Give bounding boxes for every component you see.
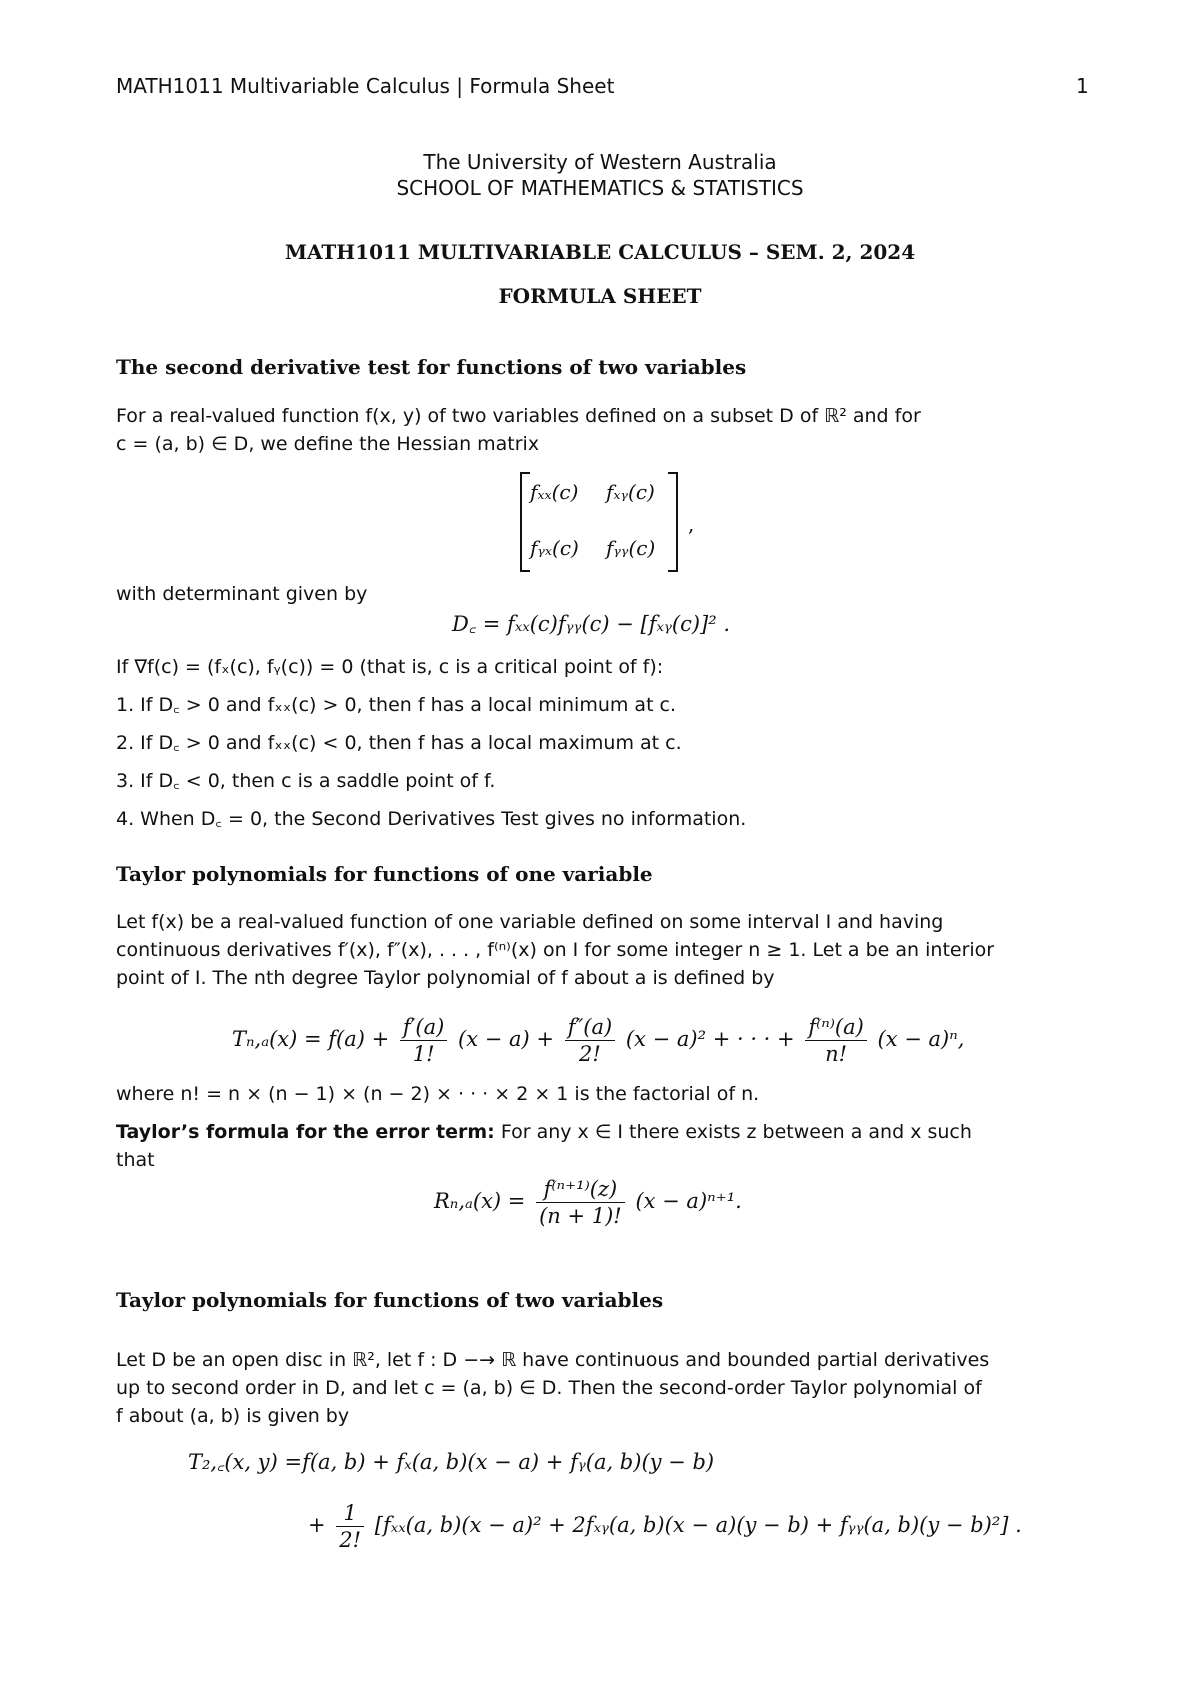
fraction-denominator: 2! [579, 1042, 601, 1066]
taylor-term: (x − a)ⁿ, [877, 1027, 965, 1051]
remainder-lhs: Rₙ,ₐ(x) = [434, 1189, 526, 1213]
taylor-term: (x − a) + [458, 1027, 554, 1051]
sec3-intro [116, 1346, 1096, 1430]
matrix-right-bracket [668, 472, 678, 572]
error-term-text: For any x ∈ I there exists z between a and x such [494, 1121, 972, 1143]
fraction-denominator: 1! [412, 1042, 435, 1066]
fraction-denominator: 2! [339, 1528, 362, 1552]
matrix-cell: fₓᵧ(c) [606, 480, 655, 504]
critical-point-condition: If ∇f(c) = (fₓ(c), fᵧ(c)) = 0 (that is, c is a critical point of f): [116, 656, 664, 678]
second-order-terms: [fₓₓ(a, b)(x − a)² + 2fₓᵧ(a, b)(x − a)(y − b) + fᵧᵧ(a, b)(y − b)²] . [374, 1513, 1022, 1537]
fraction-numerator: f′(a) [400, 1014, 447, 1041]
sec3-intro-line: Let D be an open disc in ℝ², let f : D −→ ℝ have continuous and bounded partial derivatives [116, 1349, 990, 1371]
determinant-formula: D꜀ = fₓₓ(c)fᵧᵧ(c) − [fₓᵧ(c)]² . [452, 612, 730, 636]
fraction-numerator: f⁽ⁿ⁺¹⁾(z) [536, 1176, 625, 1203]
sec2-intro-line: point of I. The nth degree Taylor polynomial of f about a is defined by [116, 967, 775, 989]
course-title: MATH1011 MULTIVARIABLE CALCULUS – SEM. 2, 2024 [284, 240, 916, 264]
remainder-fraction [536, 1176, 625, 1229]
section-heading-taylor-one-variable: Taylor polynomials for functions of one variable [116, 862, 653, 886]
sec2-intro-line: continuous derivatives f′(x), f″(x), . . . , f⁽ⁿ⁾(x) on I for some integer n ≥ 1. Let a be an interior [116, 939, 995, 961]
two-var-taylor-line-2 [308, 1496, 1022, 1554]
fraction-denominator: n! [825, 1042, 848, 1066]
fraction-numerator: f″(a) [565, 1014, 616, 1041]
fraction-denominator: (n + 1)! [539, 1204, 622, 1228]
section-heading-second-derivative: The second derivative test for functions of two variables [116, 355, 747, 379]
sec2-intro-line: Let f(x) be a real-valued function of one variable defined on some interval I and having [116, 911, 944, 933]
error-term-label: Taylor’s formula for the error term: [116, 1121, 495, 1143]
fraction-term-n [805, 1014, 867, 1067]
test-item: 2. If D꜀ > 0 and fₓₓ(c) < 0, then f has a local maximum at c. [116, 732, 682, 754]
test-item: 4. When D꜀ = 0, the Second Derivatives Test gives no information. [116, 808, 747, 830]
page-number: 1 [1076, 74, 1089, 98]
sec1-intro-line: For a real-valued function f(x, y) of two variables defined on a subset D of ℝ² and for [116, 405, 921, 427]
error-term-text-cont: that [116, 1149, 155, 1171]
taylor-term: (x − a)² + · · · + [625, 1027, 795, 1051]
error-term-paragraph [116, 1118, 1096, 1174]
plus-sign: + [308, 1513, 326, 1537]
matrix-cell: fₓₓ(c) [530, 480, 579, 504]
fraction-numerator: f⁽ⁿ⁾(a) [805, 1014, 867, 1041]
test-item: 1. If D꜀ > 0 and fₓₓ(c) > 0, then f has a local minimum at c. [116, 694, 677, 716]
university-name: The University of Western Australia [423, 150, 777, 174]
fraction-term-2 [565, 1014, 616, 1067]
running-header: MATH1011 Multivariable Calculus | Formula Sheet [116, 74, 615, 98]
fraction-term-1 [400, 1014, 447, 1067]
fraction-numerator: 1 [336, 1500, 364, 1527]
matrix-left-bracket [520, 472, 530, 572]
with-determinant-text: with determinant given by [116, 583, 368, 605]
taylor-polynomial-formula [232, 1010, 964, 1068]
sec2-intro [116, 908, 1096, 992]
document-title: FORMULA SHEET [498, 284, 702, 308]
factorial-definition: where n! = n × (n − 1) × (n − 2) × · · · × 2 × 1 is the factorial of n. [116, 1083, 760, 1105]
school-name: SCHOOL OF MATHEMATICS & STATISTICS [396, 176, 804, 200]
test-item: 3. If D꜀ < 0, then c is a saddle point of f. [116, 770, 496, 792]
matrix-cell: fᵧᵧ(c) [606, 536, 656, 560]
sec3-intro-line: up to second order in D, and let c = (a, b) ∈ D. Then the second-order Taylor polynomial of [116, 1377, 982, 1399]
error-term-formula [434, 1172, 742, 1230]
hessian-matrix [520, 472, 678, 568]
second-derivative-test-conditions [116, 648, 1096, 838]
section-heading-taylor-two-variables: Taylor polynomials for functions of two variables [116, 1288, 664, 1312]
two-var-taylor-line-1: T₂,꜀(x, y) =f(a, b) + fₓ(a, b)(x − a) + fᵧ(a, b)(y − b) [188, 1450, 715, 1474]
one-over-two-factorial [336, 1500, 364, 1553]
matrix-cell: fᵧₓ(c) [530, 536, 579, 560]
matrix-comma: , [688, 512, 695, 536]
taylor-lhs: Tₙ,ₐ(x) = f(a) + [232, 1027, 390, 1051]
sec3-intro-line: f about (a, b) is given by [116, 1405, 350, 1427]
remainder-term: (x − a)ⁿ⁺¹. [635, 1189, 742, 1213]
sec1-intro-line: c = (a, b) ∈ D, we define the Hessian matrix [116, 433, 540, 455]
sec1-intro [116, 402, 1096, 458]
